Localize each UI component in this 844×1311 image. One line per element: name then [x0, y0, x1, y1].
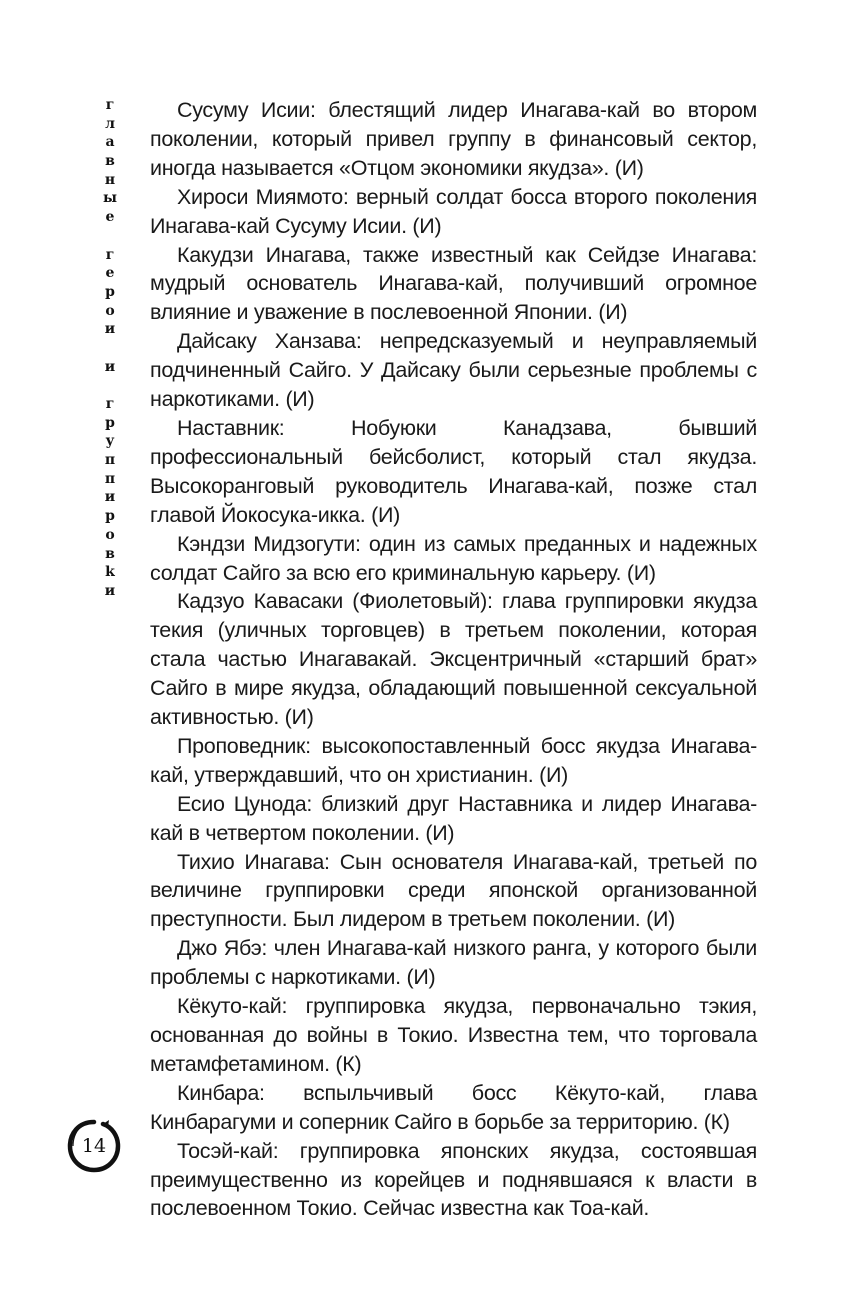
running-head-letter: и	[104, 489, 116, 506]
entry-paragraph: Есио Цунода: близкий друг Наставника и лидер Инагава-кай в четвертом поколении. (И)	[150, 791, 757, 845]
running-head-letter: и	[104, 358, 116, 375]
entry-paragraph: Кинбара: вспыльчивый босс Кёкуто-кай, глава Кинбарагуми и соперник Сайго в борьбе за территорию. (К)	[150, 1080, 757, 1134]
running-head-letter: и	[104, 582, 116, 599]
running-head-letter: о	[105, 526, 115, 543]
glossary-text	[150, 96, 757, 1223]
entry-paragraph: Наставник: Нобуюки Канадзава, бывший профессиональный бейсболист, который стал якудза. Высокоранговый руководитель Инагава-кай, позже стал главой Йокосука-икка. (И)	[150, 415, 757, 527]
running-head-letter: р	[105, 508, 115, 525]
running-head-letter: г	[105, 396, 115, 412]
entry-paragraph: Какудзи Инагава, также известный как Сейдзе Инагава: мудрый основатель Инагава-кай, получивший огромное влияние и уважение в послевоенной Японии. (И)	[150, 242, 757, 325]
entry-paragraph: Сусуму Исии: блестящий лидер Инагава-кай во втором поколении, который привел группу в финансовый сектор, иногда называется «Отцом экономики якудза». (И)	[150, 98, 757, 180]
running-head-letter: н	[104, 171, 116, 188]
running-head-letter: ы	[102, 190, 118, 207]
running-head-vertical	[96, 96, 124, 601]
running-head-letter: е	[105, 209, 115, 226]
running-head-letter: у	[105, 433, 115, 450]
running-head-letter: k	[105, 564, 115, 581]
running-head-letter: а	[105, 134, 115, 151]
running-head-letter: п	[104, 452, 116, 469]
entry-paragraph: Дайсаку Ханзава: непредсказуемый и неуправляемый подчиненный Сайго. У Дайсаку были серьезные проблемы с наркотиками. (И)	[150, 329, 757, 412]
entry-paragraph: Кёкуто-кай: группировка якудза, первоначально тэкия, основанная до войны в Токио. Известна тем, что торговала метамфетамином. (К)	[150, 994, 757, 1076]
running-head-letter: р	[105, 283, 115, 300]
running-head-letter: р	[105, 414, 115, 431]
running-head-letter: г	[105, 246, 115, 263]
running-head-letter: в	[105, 153, 115, 170]
page-number: 14	[81, 1135, 107, 1157]
running-head-letter: и	[104, 321, 116, 338]
running-head-letter: е	[105, 265, 115, 282]
running-head-letter: л	[105, 115, 115, 132]
entry-paragraph: Кадзуо Кавасаки (Фиолетовый): глава группировки якудза текия (уличных торговцев) в третьем поколении, которая стала частью Инагавакай. Эксцентричный «старший брат» Сайго в мире якудза, обладающий повышенной сексуальной активностью. (И)	[150, 589, 757, 730]
entry-paragraph: Тосэй-кай: группировка японских якудза, состоявшая преимущественно из корейцев и поднявшаяся к власти в послевоенном Токио. Сейчас известна как Тоа-кай.	[150, 1138, 757, 1221]
running-head-letter: в	[105, 545, 115, 562]
entry-paragraph: Проповедник: высокопоставленный босс якудза Инагава-кай, утверждавший, что он христианин. (И)	[150, 733, 757, 787]
running-head-letter: п	[104, 470, 116, 487]
entry-paragraph: Кэндзи Мидзогути: один из самых преданных и надежных солдат Сайго за всю его криминальную карьеру. (И)	[150, 531, 757, 585]
running-head-letter: о	[105, 302, 115, 319]
entry-paragraph: Тихио Инагава: Сын основателя Инагава-кай, третьей по величине группировки среди японской организованной преступности. Был лидером в третьем поколении. (И)	[150, 849, 757, 932]
page-number-badge	[64, 1116, 124, 1176]
entry-paragraph: Хироси Миямото: верный солдат босса второго поколения Инагава-кай Сусуму Исии. (И)	[150, 184, 757, 238]
running-head-letter: г	[105, 97, 115, 113]
entry-paragraph: Джо Ябэ: член Инагава-кай низкого ранга, у которого были проблемы с наркотиками. (И)	[150, 936, 757, 990]
